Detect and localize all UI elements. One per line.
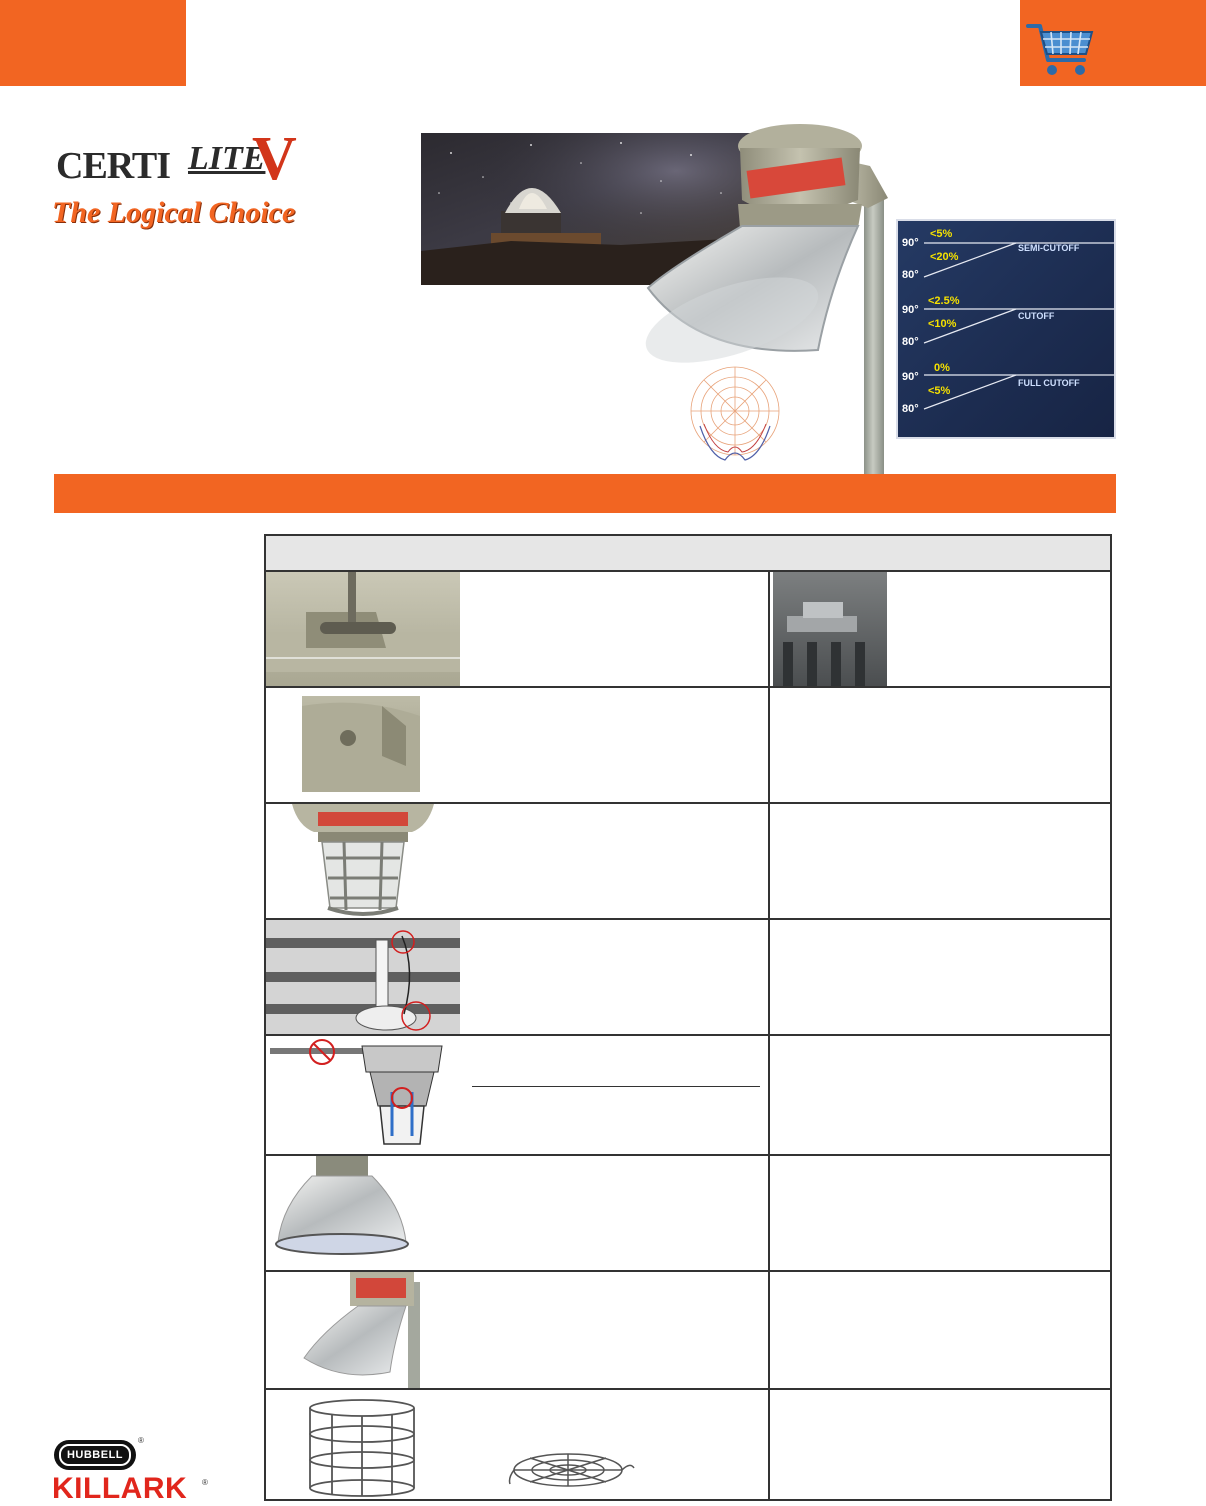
table-header	[266, 536, 1110, 572]
mounting-bracket-image	[266, 572, 460, 686]
shopping-cart-icon	[1026, 20, 1096, 82]
table-row	[266, 688, 1110, 804]
pole-mount-fixture-image	[302, 1272, 438, 1388]
guard-grid-image	[506, 1448, 636, 1492]
hubbell-logo	[54, 1440, 136, 1470]
logo-lite-text: LITE	[188, 140, 266, 177]
table-row	[266, 1272, 1110, 1390]
safety-cable-installation-image	[266, 920, 460, 1034]
section-heading-band	[54, 474, 1116, 513]
angle-80-label: 80°	[902, 403, 919, 415]
angle-80-label: 80°	[902, 336, 919, 348]
clamp-bracket-image	[773, 572, 887, 686]
row-separator-line	[472, 1086, 760, 1087]
semi-cutoff-80-value: <20%	[930, 251, 959, 263]
table-row	[266, 920, 1110, 1036]
full-cutoff-90-value: 0%	[934, 362, 950, 374]
table-row	[266, 572, 1110, 688]
cutoff-label: CUTOFF	[1018, 311, 1055, 321]
killark-logo: KILLARK	[52, 1472, 188, 1505]
full-cutoff-80-value: <5%	[928, 385, 951, 397]
table-row	[266, 1390, 1110, 1501]
logo-tagline: The Logical Choice	[52, 196, 296, 229]
semi-cutoff-label: SEMI-CUTOFF	[1018, 243, 1080, 253]
certilite-logo	[52, 125, 312, 250]
table-row	[266, 1156, 1110, 1272]
cutoff-80-value: <10%	[928, 318, 957, 330]
registered-mark: ®	[202, 1478, 208, 1487]
cart-button[interactable]	[1020, 0, 1206, 86]
accessory-table	[264, 534, 1112, 1501]
header-orange-block	[0, 0, 186, 86]
wire-guard-image	[302, 1398, 422, 1498]
table-row	[266, 804, 1110, 920]
registered-mark: ®	[138, 1436, 144, 1445]
pendant-fixture-diagram	[266, 1036, 466, 1154]
hubbell-logo-text: HUBBELL	[59, 1444, 131, 1466]
angle-90-label: 90°	[902, 371, 919, 383]
angle-90-label: 90°	[902, 304, 919, 316]
logo-v-text: V	[252, 125, 297, 193]
logo-certi-text: CERTI	[56, 145, 171, 187]
housing-tap-image	[302, 696, 420, 792]
semi-cutoff-90-value: <5%	[930, 228, 953, 240]
luminaire-fixture-image	[640, 118, 900, 368]
cutoff-90-value: <2.5%	[928, 295, 960, 307]
table-row	[266, 1036, 1110, 1156]
cutoff-classification-panel	[896, 219, 1116, 439]
reflector-lens-image	[272, 1156, 412, 1270]
full-cutoff-label: FULL CUTOFF	[1018, 378, 1080, 388]
angle-80-label: 80°	[902, 269, 919, 281]
angle-90-label: 90°	[902, 237, 919, 249]
photometric-polar-chart	[680, 366, 790, 466]
guard-globe-fixture-image	[288, 804, 438, 918]
